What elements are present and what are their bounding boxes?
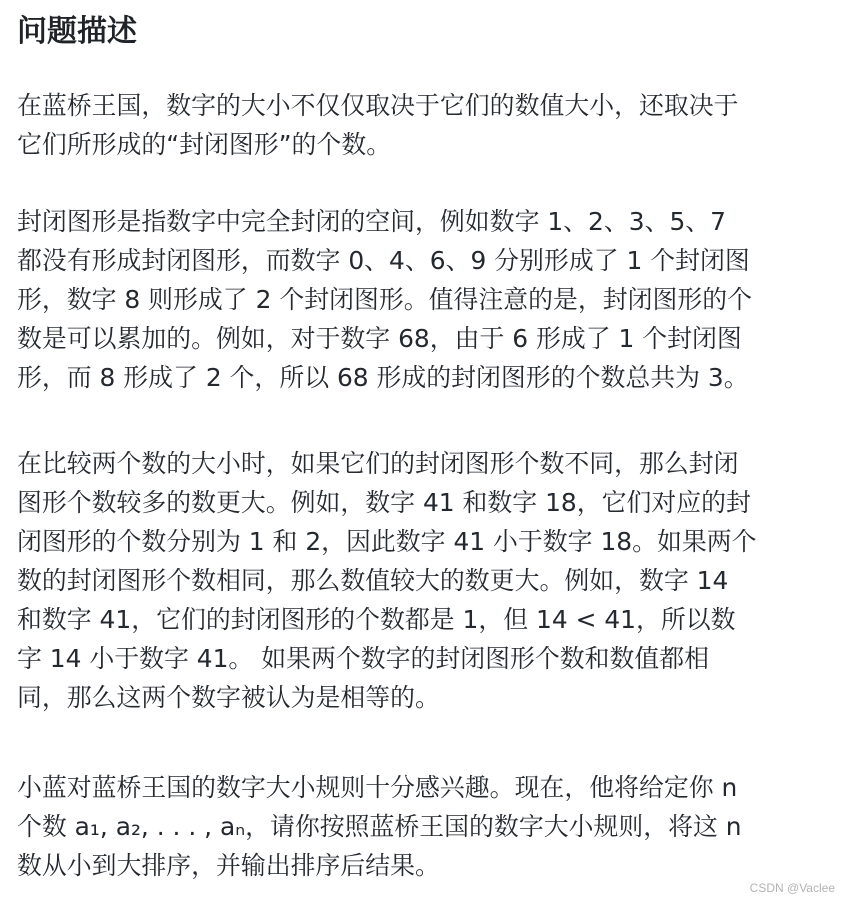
text-line: 数的封闭图形个数相同，那么数值较大的数更大。例如，数字 14 — [17, 566, 729, 595]
text-line: 字 14 小于数字 41。 如果两个数字的封闭图形个数和数值都相 — [17, 644, 710, 673]
paragraph-intro — [17, 86, 837, 164]
text-line: 和数字 41，它们的封闭图形的个数都是 1，但 14 < 41，所以数 — [17, 605, 736, 634]
text-line: 它们所形成的“封闭图形”的个数。 — [17, 130, 392, 159]
text-line: 形，而 8 形成了 2 个，所以 68 形成的封闭图形的个数总共为 3。 — [17, 363, 749, 392]
paragraph-closed-shapes — [17, 202, 837, 397]
text-line: 都没有形成封闭图形，而数字 0、4、6、9 分别形成了 1 个封闭图 — [17, 246, 750, 275]
csdn-watermark: CSDN @Vaclee — [749, 881, 835, 895]
text-line: 封闭图形是指数字中完全封闭的空间，例如数字 1、2、3、5、7 — [17, 207, 727, 236]
text-line: 形，数字 8 则形成了 2 个封闭图形。值得注意的是，封闭图形的个 — [17, 285, 753, 314]
paragraph-comparison — [17, 444, 837, 717]
text-line: 在蓝桥王国，数字的大小不仅仅取决于它们的数值大小，还取决于 — [17, 91, 739, 120]
paragraph-task — [17, 768, 837, 885]
text-line: 图形个数较多的数更大。例如，数字 41 和数字 18，它们对应的封 — [17, 488, 751, 517]
text-line: 闭图形的个数分别为 1 和 2，因此数字 41 小于数字 18。如果两个 — [17, 527, 757, 556]
text-line: 小蓝对蓝桥王国的数字大小规则十分感兴趣。现在，他将给定你 n — [17, 773, 738, 802]
text-line: 同，那么这两个数字被认为是相等的。 — [17, 683, 440, 712]
text-line: 在比较两个数的大小时，如果它们的封闭图形个数不同，那么封闭 — [17, 449, 739, 478]
text-line: 数从小到大排序，并输出排序后结果。 — [17, 851, 440, 880]
section-heading: 问题描述 — [17, 14, 137, 49]
text-line: 数是可以累加的。例如，对于数字 68，由于 6 形成了 1 个封闭图 — [17, 324, 742, 353]
text-line: 个数 a₁, a₂, . . . , aₙ，请你按照蓝桥王国的数字大小规则，将这 n — [17, 812, 742, 841]
